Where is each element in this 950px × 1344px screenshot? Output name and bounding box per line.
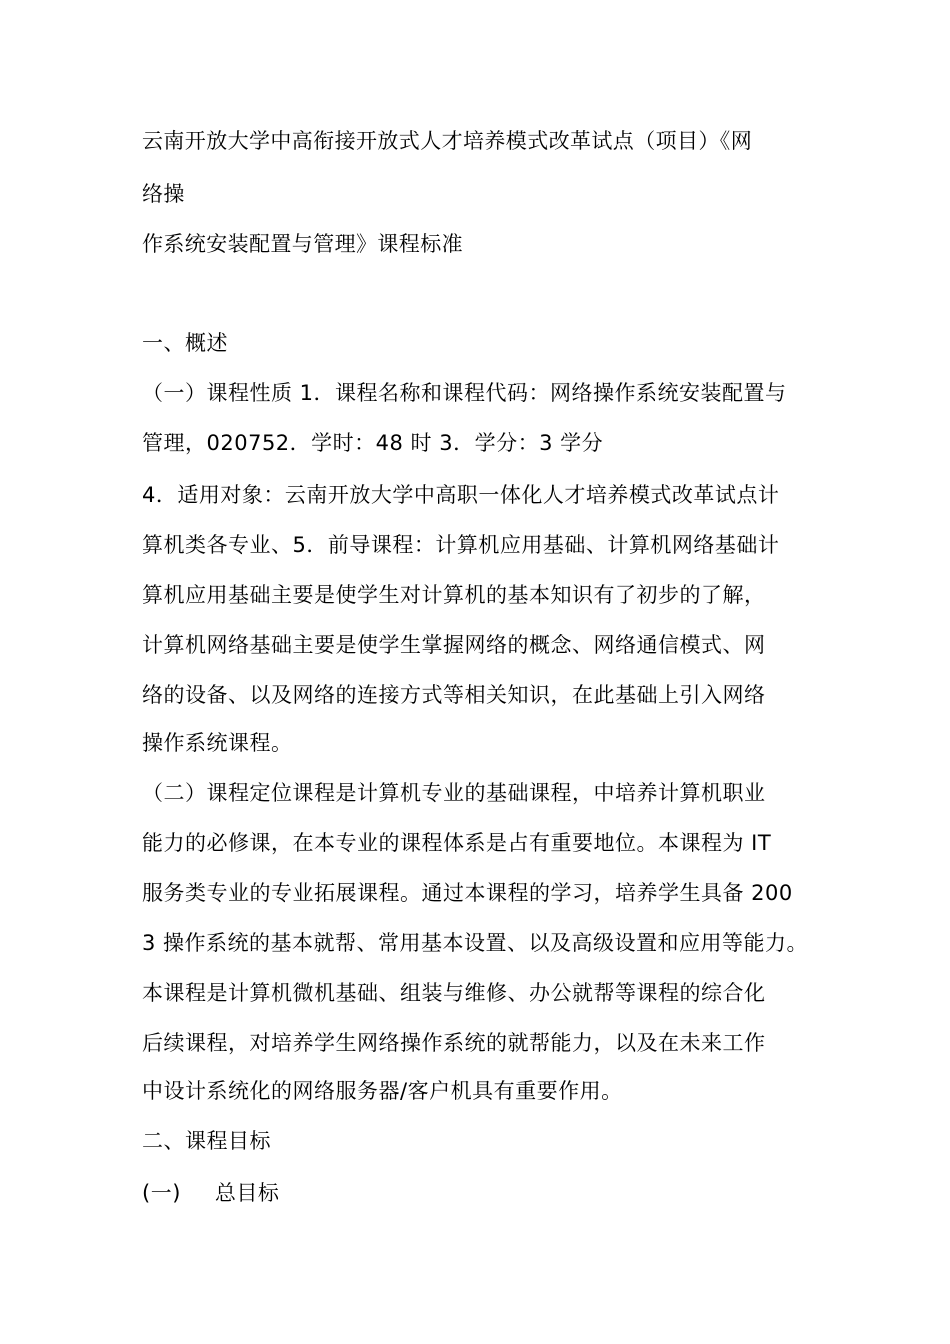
paragraph-line: 3 操作系统的基本就帮、常用基本设置、以及高级设置和应用等能力。: [142, 931, 809, 955]
section-heading-overview: 一、概述: [142, 331, 228, 355]
paragraph-line: 能力的必修课，在本专业的课程体系是占有重要地位。本课程为 IT: [142, 831, 772, 855]
paragraph-line: 服务类专业的专业拓展课程。通过本课程的学习，培养学生具备 200: [142, 881, 793, 905]
paragraph-line: 中设计系统化的网络服务器/客户机具有重要作用。: [142, 1079, 623, 1103]
paragraph-line: 络的设备、以及网络的连接方式等相关知识，在此基础上引入网络: [142, 683, 766, 707]
paragraph-line: （一）课程性质 1．课程名称和课程代码：网络操作系统安装配置与: [142, 381, 787, 405]
paragraph-line: 计算机网络基础主要是使学生掌握网络的概念、网络通信模式、网: [142, 633, 766, 657]
subsection-heading-overall-objective: [142, 1180, 279, 1206]
paragraph-line: 操作系统课程。: [142, 731, 293, 755]
document-title-line-1: 云南开放大学中高衔接开放式人才培养模式改革试点（项目）《网: [142, 129, 753, 153]
paragraph-line: 算机类各专业、5．前导课程：计算机应用基础、计算机网络基础计: [142, 533, 780, 557]
paragraph-line: （二）课程定位课程是计算机专业的基础课程，中培养计算机职业: [142, 781, 766, 805]
document-title-line-2: 络操: [142, 182, 185, 206]
section-heading-course-objectives: 二、课程目标: [142, 1129, 271, 1153]
document-title-line-3: 作系统安装配置与管理》课程标准: [142, 232, 463, 256]
paragraph-line: 算机应用基础主要是使学生对计算机的基本知识有了初步的了解，: [142, 583, 766, 607]
paragraph-line: 后续课程，对培养学生网络操作系统的就帮能力，以及在未来工作: [142, 1031, 766, 1055]
paragraph-line: 管理，020752．学时：48 时 3．学分：3 学分: [142, 431, 604, 455]
paragraph-line: 本课程是计算机微机基础、组装与维修、办公就帮等课程的综合化: [142, 981, 766, 1005]
paragraph-line: 4．适用对象：云南开放大学中高职一体化人才培养模式改革试点计: [142, 483, 780, 507]
subsection-title: 总目标: [214, 1181, 280, 1205]
subsection-marker: (一): [142, 1181, 181, 1205]
